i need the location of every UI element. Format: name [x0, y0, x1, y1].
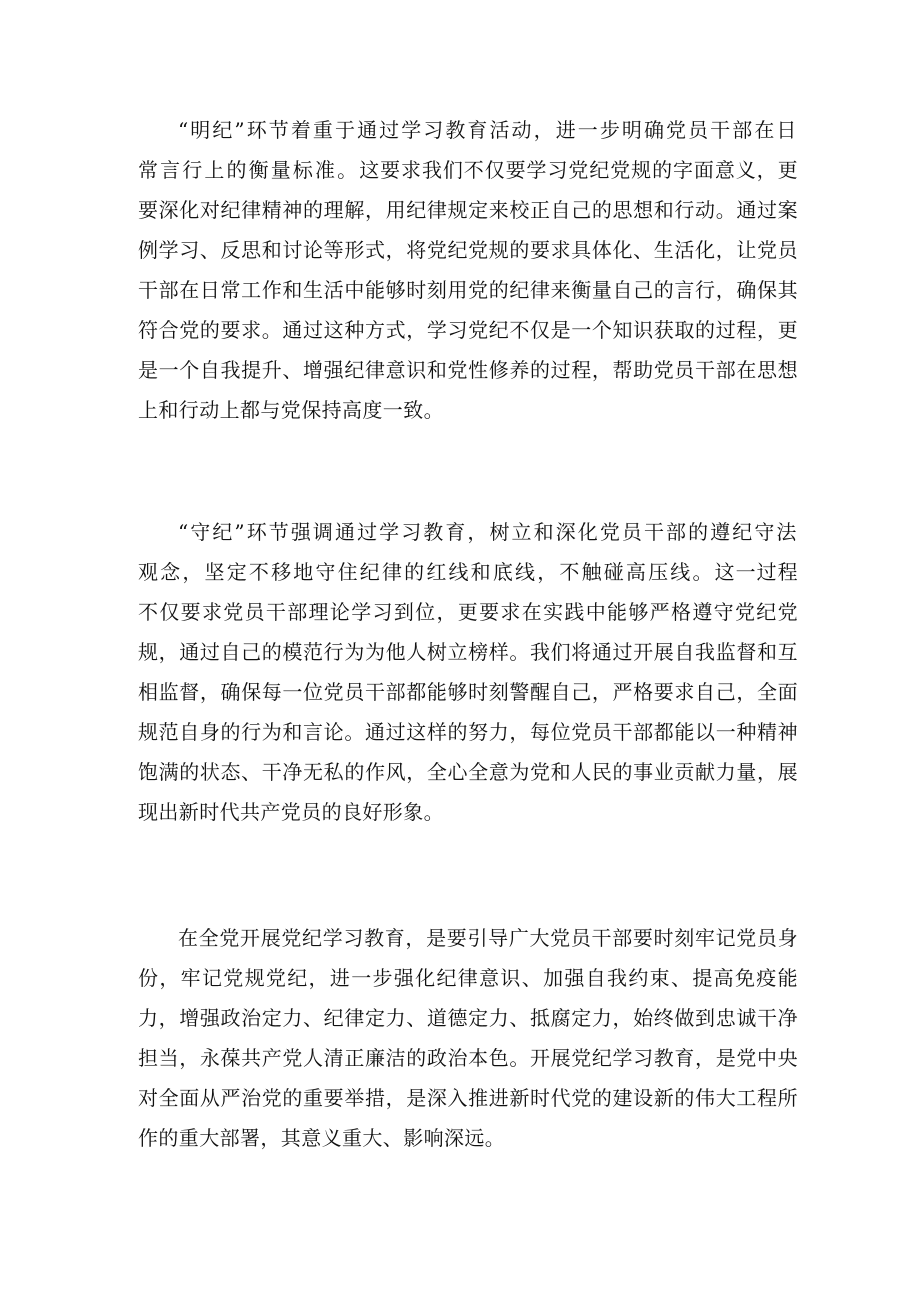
paragraph-body: 在全党开展党纪学习教育，是要引导广大党员干部要时刻牢记党员身份，牢记党规党纪，进一步强化纪律意识、加强自我约束、提高免疫能力，增强政治定力、纪律定力、道德定力、抵腐定力，始终做到忠诚干净担当，永葆共产党人清正廉洁的政治本色。开展党纪学习教育，是党中央对全面从严治党的重要举措，是深入推进新时代党的建设新的伟大工程所作的重大部署，其意义重大、影响深远。: [138, 926, 798, 1150]
paragraph-lead: “明纪”环节着重于通过学习教育活动，进一步明确党员干部在日常言行上的衡量标准。: [138, 118, 798, 182]
paragraph-body: 这要求我们不仅要学习党纪党规的字面意义，更要深化对纪律精神的理解，用纪律规定来校正自己的思想和行动。通过案例学习、反思和讨论等形式，将党纪党规的要求具体化、生活化，让党员干部在日常工作和生活中能够时刻用党的纪律来衡量自己的言行，确保其符合党的要求。通过这种方式，学习党纪不仅是一个知识获取的过程，更是一个自我提升、增强纪律意识和党性修养的过程，帮助党员干部在思想上和行动上都与党保持高度一致。: [138, 158, 798, 422]
paragraph-lead: “守纪”环节强调通过学习教育，树立和深化党员干部的遵纪守法观念，坚定不移地守住纪律的红线和底线，不触碰高压线。: [138, 520, 798, 584]
paragraph-body: 这一过程不仅要求党员干部理论学习到位，更要求在实践中能够严格遵守党纪党规，通过自己的模范行为为他人树立榜样。我们将通过开展自我监督和互相监督，确保每一位党员干部都能够时刻警醒自己，严格要求自己，全面规范自身的行为和言论。通过这样的努力，每位党员干部都能以一种精神饱满的状态、干净无私的作风，全心全意为党和人民的事业贡献力量，展现出新时代共产党员的良好形象。: [138, 560, 798, 824]
paragraph-shouji: [138, 512, 798, 832]
paragraph-party-discipline-education: [138, 918, 798, 1158]
paragraph-mingji: [138, 110, 798, 430]
